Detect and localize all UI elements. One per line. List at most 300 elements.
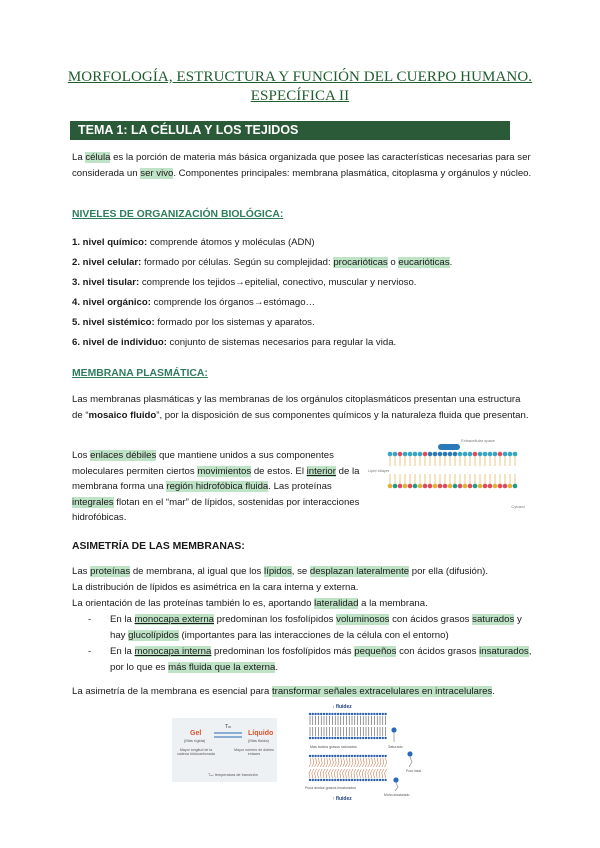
lipid-head-top [438, 452, 443, 457]
lipid-tail [354, 758, 356, 767]
lipid-head-bottom [423, 484, 428, 489]
lipid-tail [312, 758, 314, 767]
side-label-3: Mono-insaturado [384, 793, 410, 797]
lipid-tail [373, 769, 375, 778]
lipid-head [309, 737, 311, 739]
lipid-head [314, 737, 316, 739]
lipid-head [354, 713, 356, 715]
nivel-item-6 [72, 336, 396, 350]
lipid-tail [348, 769, 350, 778]
lipid-head [337, 779, 339, 781]
lipid-head-bottom [398, 484, 403, 489]
text: (importantes para las interacciones de la célula con el entorno) [178, 629, 449, 641]
lipid-head [359, 755, 361, 757]
hl-monocapa-externa: monocapa externa [134, 614, 215, 625]
section-membrana: MEMBRANA PLASMÁTICA: [72, 368, 208, 379]
lipid-head [334, 713, 336, 715]
hl-pequenos: pequeños [354, 646, 397, 657]
lipid-head [348, 737, 350, 739]
document-title [40, 68, 560, 106]
lipid-head [382, 755, 384, 757]
side-label-1: Saturado [388, 745, 403, 749]
nivel-label: 4. nivel orgánico: [72, 297, 151, 308]
lipid-head-bottom [478, 484, 483, 489]
lipid-tail [357, 769, 359, 778]
lipid-head-top [398, 452, 403, 457]
lipid-head-bottom [448, 484, 453, 489]
hl-transformar-senales: transformar señales extracelulares en intracelulares [271, 686, 493, 697]
lipid-head-top [483, 452, 488, 457]
lipid-head [317, 779, 319, 781]
bullet-monocapa-interna [88, 644, 532, 675]
hl-insaturados: insaturados [479, 646, 529, 657]
lipid-head [320, 755, 322, 757]
lipid-tail [371, 758, 373, 767]
lipid-head-top [468, 452, 473, 457]
lipid-tail [385, 758, 387, 767]
hl-voluminosos: voluminosos [336, 614, 390, 625]
lipid-head [334, 737, 336, 739]
nivel-item-4 [72, 296, 315, 310]
lipid-head-bottom [438, 484, 443, 489]
text: por ella (difusión). [409, 566, 489, 577]
section-niveles: NIVELES DE ORGANIZACIÓN BIOLÓGICA: [72, 209, 284, 220]
lipid-head [309, 755, 311, 757]
lipid-tail [376, 769, 378, 778]
lipid-head [342, 713, 344, 715]
lipid-head [373, 755, 375, 757]
lipid-tail [329, 769, 331, 778]
lipid-head [309, 779, 311, 781]
lipid-head [379, 779, 381, 781]
lipid-head [312, 779, 314, 781]
intro-text-1: La [72, 152, 86, 163]
lipid-head [345, 713, 347, 715]
nivel-label: 2. nivel celular: [72, 257, 142, 268]
lipid-head [368, 755, 370, 757]
text: , por lo que es [110, 646, 532, 673]
lipid-head [362, 755, 364, 757]
nivel-label: 5. nivel sistémico: [72, 317, 155, 328]
lipid-head [312, 755, 314, 757]
lipid-head-bottom [488, 484, 493, 489]
unsat-lipid-tail-icon [409, 757, 412, 767]
lipid-tail [320, 769, 322, 778]
lipid-head [356, 713, 358, 715]
lipid-head [331, 713, 333, 715]
lipid-head [340, 737, 342, 739]
lipid-head [331, 779, 333, 781]
lipid-tail [317, 758, 319, 767]
lipid-head-bottom [388, 484, 393, 489]
lipid-head [351, 713, 353, 715]
lipid-head [334, 755, 336, 757]
lipid-head [356, 737, 358, 739]
lipid-head-top [478, 452, 483, 457]
lipid-head [365, 737, 367, 739]
lipid-head [345, 755, 347, 757]
lipid-head-bottom [428, 484, 433, 489]
hl-celula: célula [85, 152, 111, 163]
lipid-head [351, 779, 353, 781]
left-desc: Mayor longitud de la cadena hidrocarbonada [177, 748, 215, 757]
lipid-head-bottom [513, 484, 518, 489]
lipid-head [379, 737, 381, 739]
text: . Las proteínas [268, 481, 332, 492]
lipid-tail [309, 758, 311, 767]
bold-mosaico-fluido: mosaico fluido [88, 409, 157, 421]
lipid-head [314, 713, 316, 715]
nivel-label: 6. nivel de individuo: [72, 337, 167, 348]
liquido-sub-label: (Más fluida) [248, 738, 269, 743]
hl-enlaces: enlaces débiles [90, 450, 157, 461]
lipid-head-top [513, 452, 518, 457]
lipid-tail [329, 758, 331, 767]
lipid-tail [334, 769, 336, 778]
lipid-head [317, 737, 319, 739]
lipid-head [362, 779, 364, 781]
lipid-head-top [403, 452, 408, 457]
phospholipid-heads [388, 444, 518, 488]
text: predominan los fosfolípidos [214, 614, 337, 625]
lipid-head [340, 779, 342, 781]
lipid-head [354, 779, 356, 781]
membrana-paragraph-1 [72, 392, 532, 423]
hl-ser-vivo: ser vivo [140, 167, 174, 179]
lipid-head-top [488, 452, 493, 457]
nivel-text: comprende los tejidos→epitelial, conectivo, muscular y nervioso. [139, 277, 417, 288]
lipid-head [314, 779, 316, 781]
glycoprotein [438, 444, 460, 450]
right-desc-wrap [232, 748, 276, 768]
lipid-head [337, 713, 339, 715]
lipid-head [331, 737, 333, 739]
lipid-head-bottom [503, 484, 508, 489]
lipid-tail [323, 758, 325, 767]
lipid-tail [345, 758, 347, 767]
unsat-lipid-icon [407, 751, 412, 756]
hl-lipidos: lípidos [264, 566, 292, 577]
lipid-tail [326, 758, 328, 767]
lipid-head-bottom [418, 484, 423, 489]
intro-text-3: . Componentes principales: membrana plasmática, citoplasma y orgánulos y núcleo. [173, 167, 532, 179]
lipid-head [326, 779, 328, 781]
text: En la [110, 646, 135, 657]
lipid-head [348, 713, 350, 715]
text: , se [291, 566, 310, 577]
lipid-head [317, 755, 319, 757]
text: predominan los fosfolípidos más [211, 646, 355, 657]
saturated-bilayer [309, 713, 387, 739]
lipid-head [368, 779, 370, 781]
lipid-head [373, 713, 375, 715]
top-caption: Más ácidos grasos saturados [310, 745, 357, 749]
lipid-head [365, 779, 367, 781]
tm-desc: Tₘ: temperatura de transición [208, 773, 258, 777]
lipid-head [384, 737, 386, 739]
lipid-head [323, 779, 325, 781]
lipid-head [382, 737, 384, 739]
lipid-head [359, 713, 361, 715]
lipid-head-bottom [473, 484, 478, 489]
text: . [275, 661, 279, 673]
lipid-tail [362, 769, 364, 778]
lipid-head-bottom [443, 484, 448, 489]
nivel-label: 3. nivel tisular: [72, 277, 140, 288]
lipid-head [342, 779, 344, 781]
text: de estos. El [251, 465, 307, 477]
lipid-head [323, 755, 325, 757]
lipid-head [348, 779, 350, 781]
lipid-head [312, 737, 314, 739]
lipid-head [323, 737, 325, 739]
hl-monocapa-interna: monocapa interna [134, 646, 212, 657]
lipid-head [354, 737, 356, 739]
text: ”, por la disposición de sus componentes químicos y la naturaleza fluida que presentan. [156, 409, 529, 421]
lipid-head [365, 755, 367, 757]
lipid-head [368, 737, 370, 739]
lipid-head [326, 737, 328, 739]
lipid-head [317, 713, 319, 715]
figure-left-label: Lipid bilayer [368, 468, 390, 473]
saturated-lipid-icon [391, 727, 396, 732]
right-desc: Mayor número de dobles enlaces [234, 748, 274, 757]
lipid-head [320, 713, 322, 715]
hl-movimientos: movimientos [197, 465, 252, 477]
bullet-dash: - [88, 646, 92, 657]
lipid-head [328, 737, 330, 739]
hl-mas-fluida: más fluida que la externa [168, 661, 276, 673]
lipid-tail [382, 769, 384, 778]
lipid-head-top [423, 452, 428, 457]
lipid-tail [382, 758, 384, 767]
lipid-head-top [503, 452, 508, 457]
figure-bottom-label: Cytosol [511, 504, 525, 509]
lipid-head [370, 755, 372, 757]
lipid-head [376, 779, 378, 781]
bullet-dash: - [88, 614, 92, 625]
text: de membrana, al igual que los [130, 566, 265, 577]
lipid-head-bottom [408, 484, 413, 489]
lipid-head [356, 779, 358, 781]
lipid-head-top [508, 452, 513, 457]
nivel-item-3 [72, 276, 416, 290]
figure-top-label: Extracellular space [461, 438, 495, 443]
lipid-tail [354, 769, 356, 778]
lipid-head [384, 755, 386, 757]
lipid-head-bottom [483, 484, 488, 489]
lipid-head-top [418, 452, 423, 457]
lipid-head-top [393, 452, 398, 457]
lipid-head-top [388, 452, 393, 457]
lipid-head [351, 737, 353, 739]
lipid-head [348, 755, 350, 757]
gel-label: Gel [190, 730, 202, 737]
lipid-head [373, 737, 375, 739]
lipid-head [312, 713, 314, 715]
text: Las [72, 566, 91, 577]
lipid-head [328, 755, 330, 757]
lipid-head [382, 713, 384, 715]
lipid-head-bottom [453, 484, 458, 489]
lipid-head [384, 779, 386, 781]
text: Las membranas plasmáticas y las membranas de los orgánulos citoplasmáticos presentan una estructura de “ [72, 394, 521, 421]
nivel-text: comprende átomos y moléculas (ADN) [147, 237, 315, 248]
lipid-head [368, 713, 370, 715]
mono-lipid-icon [393, 777, 398, 782]
lipid-head [331, 755, 333, 757]
lipid-head-bottom [393, 484, 398, 489]
lipid-head-top [433, 452, 438, 457]
lipid-head [359, 737, 361, 739]
lipid-head [370, 713, 372, 715]
asimetria-line-2: La distribución de lípidos es asimétrica en la cara interna y externa. [72, 582, 359, 593]
text: a la membrana. [358, 598, 428, 609]
lipid-head-bottom [463, 484, 468, 489]
lipid-head [373, 779, 375, 781]
lipid-head-top [493, 452, 498, 457]
lipid-head-bottom [508, 484, 513, 489]
lipid-tail [368, 769, 370, 778]
lipid-head [334, 779, 336, 781]
lipid-head-top [448, 452, 453, 457]
lipid-head-bottom [433, 484, 438, 489]
hl-glucolipidos: glucolípidos [128, 629, 179, 641]
lipid-head [382, 779, 384, 781]
lipid-tail [368, 758, 370, 767]
nivel-item-2 [72, 256, 452, 270]
intro-paragraph [72, 150, 532, 181]
text: que mantiene unidos a sus componentes moleculares permiten ciertos [72, 450, 334, 477]
text: con ácidos grasos [396, 646, 480, 657]
lipid-head [328, 713, 330, 715]
lipid-head-top [428, 452, 433, 457]
lipid-head-top [473, 452, 478, 457]
lipid-tail [340, 758, 342, 767]
lipid-head-bottom [413, 484, 418, 489]
left-desc-wrap [174, 748, 218, 768]
hl-lateralidad: lateralidad [314, 598, 359, 609]
hl-proteinas: proteínas [90, 566, 131, 577]
lipid-tail [385, 769, 387, 778]
mono-lipid-tail-icon [395, 783, 398, 791]
lipid-head [370, 779, 372, 781]
lipid-tail [340, 769, 342, 778]
lipid-head [340, 713, 342, 715]
lipid-tail [357, 758, 359, 767]
lipid-head-bottom [403, 484, 408, 489]
hl-saturados: saturados [472, 614, 515, 625]
bullet-text [110, 612, 532, 643]
lipid-head [376, 737, 378, 739]
lipid-head [379, 755, 381, 757]
text: La orientación de las proteínas también lo es, aportando [72, 598, 315, 609]
lipid-tail [309, 769, 311, 778]
lipid-tail [315, 758, 317, 767]
fluidez-bottom-label: ↑ fluidez [332, 796, 352, 802]
section-asimetria: ASIMETRÍA DE LAS MEMBRANAS: [72, 541, 245, 552]
lipid-head [379, 713, 381, 715]
hl-interior: interior [306, 465, 336, 477]
title-line-1: MORFOLOGÍA, ESTRUCTURA Y FUNCIÓN DEL CUERPO HUMANO. [67, 69, 533, 85]
lipid-head [376, 755, 378, 757]
lipid-head [320, 737, 322, 739]
unsaturated-bilayer [309, 755, 387, 781]
lipid-tail [362, 758, 364, 767]
lipid-tail [351, 769, 353, 778]
lipid-head [362, 737, 364, 739]
lipid-head-top [463, 452, 468, 457]
text: con ácidos grasos [389, 614, 473, 625]
lipid-tail [343, 769, 345, 778]
lipid-tail [379, 758, 381, 767]
lipid-head-top [413, 452, 418, 457]
lipid-head-bottom [458, 484, 463, 489]
lipid-head [326, 755, 328, 757]
liquido-label: Líquido [248, 730, 274, 737]
side-label-2: Poco insat. [406, 769, 422, 773]
nivel-text: formado por células. Según su complejidad: [141, 257, 334, 268]
hl-eucarioticas: eucarióticas [398, 257, 450, 268]
lipid-head [326, 713, 328, 715]
hl-integrales: integrales [72, 496, 114, 508]
lipid-head [356, 755, 358, 757]
lipid-head [340, 755, 342, 757]
text: y hay [110, 614, 522, 641]
lipid-head-top [453, 452, 458, 457]
text: La asimetría de la membrana es esencial para [72, 686, 272, 697]
asimetria-final [72, 684, 532, 700]
lipid-tail [331, 769, 333, 778]
lipid-tail [365, 769, 367, 778]
lipid-head [370, 737, 372, 739]
topic-heading: TEMA 1: LA CÉLULA Y LOS TEJIDOS [70, 121, 510, 140]
lipid-head-top [443, 452, 448, 457]
nivel-item-5 [72, 316, 315, 330]
bullet-monocapa-externa [88, 612, 532, 643]
text: . [492, 686, 495, 697]
membrana-paragraph-2 [72, 448, 362, 526]
lipid-head-top [408, 452, 413, 457]
lipid-head-top [498, 452, 503, 457]
hl-desplazan: desplazan lateralmente [309, 566, 410, 577]
intro-text-2: es la porción de materia más básica organizada que posee las características necesarias para ser considerada un [72, 152, 531, 179]
lipid-tail [373, 758, 375, 767]
hl-region: región hidrofóbica fluida [166, 481, 269, 492]
lipid-head-bottom [468, 484, 473, 489]
text: de la membrana forma una [72, 465, 360, 492]
fluidez-top-label: ↓ fluidez [332, 704, 352, 710]
lipid-tail [334, 758, 336, 767]
asimetria-line-1 [72, 564, 532, 580]
lipid-head [351, 755, 353, 757]
asimetria-line-3 [72, 596, 532, 612]
lipid-head [384, 713, 386, 715]
lipid-head [323, 713, 325, 715]
membrane-fluidity-figure [170, 700, 420, 810]
lipid-bilayer-figure [368, 436, 530, 512]
lipid-head [320, 779, 322, 781]
lipid-tail [379, 769, 381, 778]
gel-sub-label: (Más rígida) [184, 738, 206, 743]
bottom-caption: Poca ácidos grasos insaturados [305, 786, 356, 790]
lipid-tail [337, 758, 339, 767]
lipid-tail [343, 758, 345, 767]
text: Los [72, 450, 91, 461]
title-line-2: ESPECÍFICA II [250, 88, 350, 104]
lipid-tail [312, 769, 314, 778]
lipid-tail [359, 758, 361, 767]
